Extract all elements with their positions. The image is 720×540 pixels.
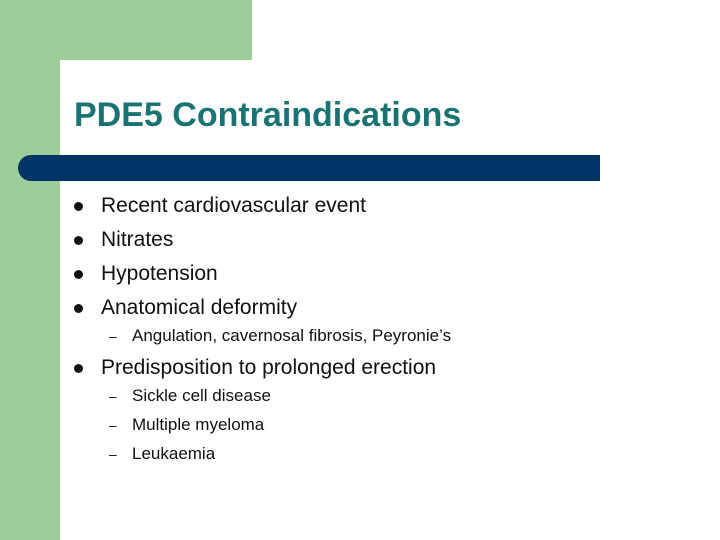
bullet-dot-icon [74,364,83,373]
bullet-dot-icon [74,236,83,245]
bullet-dot-icon [74,202,83,211]
bullet-item [74,296,694,320]
bullet-text: Hypotension [101,262,218,285]
bullet-item [74,228,694,252]
sub-bullet-item [74,326,694,346]
side-accent-band [0,0,60,540]
dash-icon: – [109,446,117,462]
sub-bullet-text: Angulation, cavernosal fibrosis, Peyronie’s [132,326,452,345]
sub-bullet-text: Multiple myeloma [132,415,265,434]
sub-bullet-item [74,386,694,406]
sub-bullet-item [74,444,694,464]
bullet-list [74,190,694,464]
top-accent-block [0,0,252,60]
bullet-text: Recent cardiovascular event [101,194,366,217]
bullet-text: Anatomical deformity [101,296,298,319]
dash-icon: – [109,328,117,344]
bullet-text: Predisposition to prolonged erection [101,356,437,379]
title-underline-bar [18,155,600,181]
sub-bullet-text: Sickle cell disease [132,386,271,405]
bullet-item [74,194,694,218]
bullet-text: Nitrates [101,228,174,251]
bullet-dot-icon [74,270,83,279]
bullet-item [74,262,694,286]
dash-icon: – [109,388,117,404]
sub-bullet-item [74,415,694,435]
bullet-dot-icon [74,304,83,313]
bullet-item [74,356,694,380]
slide-title: PDE5 Contraindications [74,96,462,134]
dash-icon: – [109,417,117,433]
sub-bullet-text: Leukaemia [132,444,216,463]
